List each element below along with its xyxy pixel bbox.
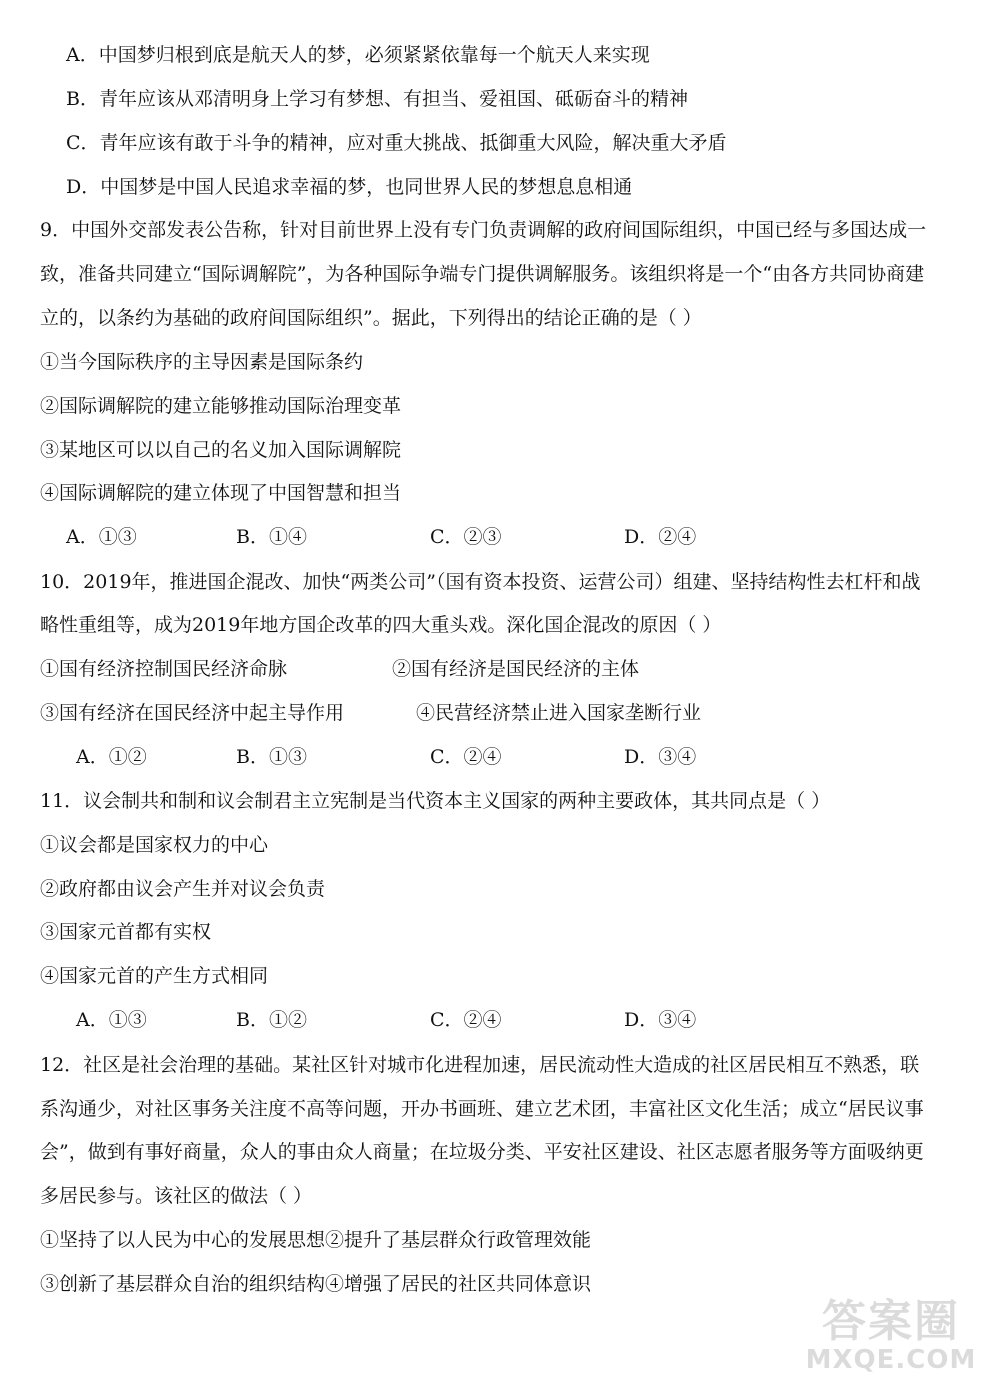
q12-stem-line-1: 12．社区是社会治理的基础。某社区针对城市化进程加速，居民流动性大造成的社区居民相互不熟悉，联 [40, 1054, 920, 1076]
q12-stem-line-4: 多居民参与。该社区的做法（ ） [40, 1185, 313, 1207]
q9-choice-b: B．①④ [236, 526, 307, 548]
q12-stem-line-3: 会”，做到有事好商量，众人的事由众人商量；在垃圾分类、平安社区建设、社区志愿者服务等方面吸纳更 [40, 1141, 924, 1163]
q11-choice-b: B．①② [236, 1009, 307, 1031]
q10-stem-line-1: 10．2019年，推进国企混改、加快“两类公司”（国有资本投资、运营公司）组建、坚持结构性去杠杆和战 [40, 571, 921, 593]
q9-choice-a: A．①③ [66, 526, 137, 548]
q8-option-a: A．中国梦归根到底是航天人的梦，必须紧紧依靠每一个航天人来实现 [66, 44, 650, 66]
q9-choice-c: C．②③ [430, 526, 502, 548]
q8-option-b: B．青年应该从邓清明身上学习有梦想、有担当、爱祖国、砥砺奋斗的精神 [66, 88, 688, 110]
q9-item-4: ④国际调解院的建立体现了中国智慧和担当 [40, 482, 402, 504]
q9-item-1: ①当今国际秩序的主导因素是国际条约 [40, 351, 364, 373]
q10-choice-b: B．①③ [236, 746, 307, 768]
q8-option-d: D．中国梦是中国人民追求幸福的梦，也同世界人民的梦想息息相通 [66, 176, 633, 198]
q10-item-4: ④民营经济禁止进入国家垄断行业 [416, 702, 702, 724]
q9-stem-line-1: 9．中国外交部发表公告称，针对目前世界上没有专门负责调解的政府间国际组织，中国已经与多国达成一 [40, 219, 927, 241]
q11-stem-line-1: 11．议会制共和制和议会制君主立宪制是当代资本主义国家的两种主要政体，其共同点是（ ） [40, 790, 831, 812]
q10-item-2: ②国有经济是国民经济的主体 [392, 658, 640, 680]
q10-choice-a: A．①② [76, 746, 147, 768]
q10-stem-line-2: 略性重组等，成为2019年地方国企改革的四大重头戏。深化国企混改的原因（ ） [40, 614, 722, 636]
q10-item-3: ③国有经济在国民经济中起主导作用 [40, 702, 345, 724]
q12-item-1: ①坚持了以人民为中心的发展思想②提升了基层群众行政管理效能 [40, 1229, 592, 1251]
q10-choice-d: D．③④ [624, 746, 697, 768]
q9-stem-line-3: 立的，以条约为基础的政府间国际组织”。据此，下列得出的结论正确的是（ ） [40, 307, 702, 329]
q9-item-2: ②国际调解院的建立能够推动国际治理变革 [40, 395, 402, 417]
q11-choice-c: C．②④ [430, 1009, 502, 1031]
q9-item-3: ③某地区可以以自己的名义加入国际调解院 [40, 439, 402, 461]
q12-item-2: ③创新了基层群众自治的组织结构④增强了居民的社区共同体意识 [40, 1273, 592, 1295]
q8-option-c: C．青年应该有敢于斗争的精神，应对重大挑战、抵御重大风险，解决重大矛盾 [66, 132, 727, 154]
watermark [796, 1285, 986, 1385]
q11-choice-a: A．①③ [76, 1009, 147, 1031]
q10-item-1: ①国有经济控制国民经济命脉 [40, 658, 288, 680]
q10-choice-c: C．②④ [430, 746, 502, 768]
watermark-logo: 答案圈 [822, 1296, 960, 1347]
q11-choice-d: D．③④ [624, 1009, 697, 1031]
q12-stem-line-2: 系沟通少，对社区事务关注度不高等问题，开办书画班、建立艺术团，丰富社区文化生活；成立“居民议事 [40, 1098, 924, 1120]
q9-choice-d: D．②④ [624, 526, 697, 548]
q11-item-2: ②政府都由议会产生并对议会负责 [40, 878, 326, 900]
q11-item-3: ③国家元首都有实权 [40, 921, 212, 943]
q11-item-4: ④国家元首的产生方式相同 [40, 965, 269, 987]
q11-item-1: ①议会都是国家权力的中心 [40, 834, 269, 856]
q9-stem-line-2: 致，准备共同建立“国际调解院”，为各种国际争端专门提供调解服务。该组织将是一个“由各方共同协商建 [40, 263, 925, 285]
watermark-site: MXQE.COM [805, 1345, 977, 1375]
